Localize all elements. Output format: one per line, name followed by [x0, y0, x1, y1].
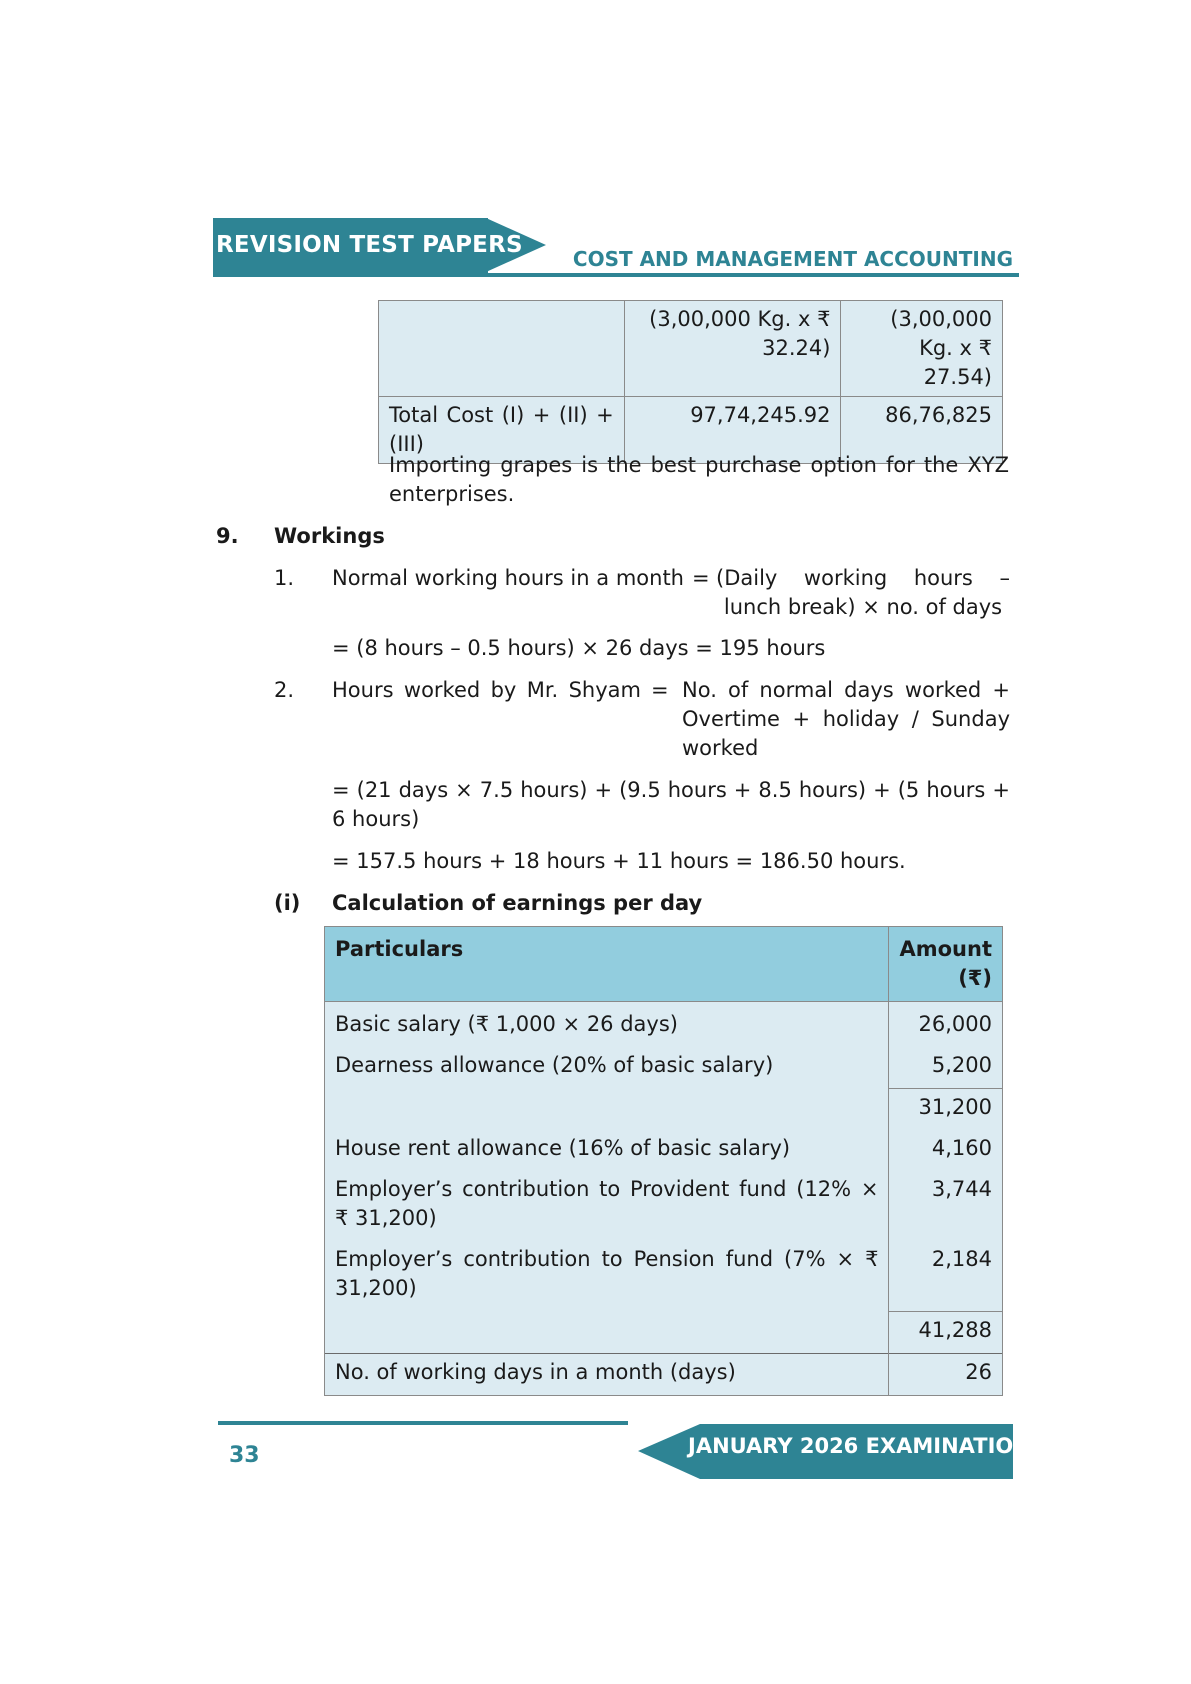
row-amount: 2,184 — [889, 1241, 1003, 1311]
working-2-calc1: = (21 days × 7.5 hours) + (9.5 hours + 8.5 hours) + (5 hours + 6 hours) — [332, 778, 1010, 831]
column-header-particulars: Particulars — [325, 927, 889, 1002]
question-number: 9. — [216, 524, 239, 548]
table-row — [325, 1241, 1003, 1311]
working-2-equals: = — [651, 678, 669, 702]
table-cell-option1: (3,00,000 Kg. x ₹ 32.24) — [624, 301, 841, 397]
row-amount: 3,744 — [889, 1171, 1003, 1241]
footer-exam-title: JANUARY 2026 EXAMINATION — [688, 1434, 1031, 1458]
row-amount: 4,160 — [889, 1130, 1003, 1171]
table-cell-option2: (3,00,000 Kg. x ₹ 27.54) — [841, 301, 1003, 397]
table-row — [379, 301, 1003, 397]
working-2-number: 2. — [274, 678, 295, 702]
table-cell-label — [379, 301, 625, 397]
working-2-rhs: No. of normal days worked + Overtime + holiday / Sunday worked — [682, 678, 1010, 760]
working-2-lhs — [332, 676, 641, 705]
table-row — [325, 1311, 1003, 1353]
working-1-equals: = — [692, 566, 710, 590]
part-title: Calculation of earnings per day — [332, 891, 703, 915]
row-amount: 26 — [889, 1353, 1003, 1395]
working-1-calc: = (8 hours – 0.5 hours) × 26 days = 195 hours — [332, 636, 826, 660]
table-row — [325, 1171, 1003, 1241]
working-1-lhs — [332, 564, 684, 593]
table-row — [325, 1047, 1003, 1089]
working-2-lhs-text: Hours worked by Mr. Shyam — [332, 678, 641, 702]
working-1-number: 1. — [274, 566, 295, 590]
table-row — [325, 1002, 1003, 1048]
part-number: (i) — [274, 891, 301, 915]
row-total: 41,288 — [889, 1311, 1003, 1353]
row-label: Basic salary (₹ 1,000 × 26 days) — [325, 1002, 889, 1048]
row-label — [325, 1311, 889, 1353]
table-cell-option1: 97,74,245.92 — [624, 397, 841, 464]
section-title: Workings — [274, 524, 385, 548]
footer-rule — [218, 1421, 628, 1425]
header-rule — [213, 273, 1019, 277]
row-label: Employer’s contribution to Provident fund (12% × ₹ 31,200) — [325, 1171, 889, 1241]
page-number: 33 — [229, 1443, 260, 1468]
working-1-lhs-text: Normal working hours in a month — [332, 566, 684, 590]
table-header-row — [325, 927, 1003, 1002]
column-header-amount: Amount (₹) — [889, 927, 1003, 1002]
header-left-title: REVISION TEST PAPERS — [216, 232, 523, 258]
row-label: No. of working days in a month (days) — [325, 1353, 889, 1395]
working-1-rhs: (Daily working hours – lunch break) × no. of days — [716, 566, 1010, 619]
row-amount: 5,200 — [889, 1047, 1003, 1089]
row-label: Employer’s contribution to Pension fund (7% × ₹ 31,200) — [325, 1241, 889, 1311]
table-cell-label: Total Cost (I) + (II) + (III) — [379, 397, 625, 464]
row-label: House rent allowance (16% of basic salary) — [325, 1130, 889, 1171]
table-row — [325, 1089, 1003, 1131]
row-label — [325, 1089, 889, 1131]
header-right-title: COST AND MANAGEMENT ACCOUNTING — [572, 247, 1013, 271]
cost-comparison-table — [378, 300, 1003, 464]
row-label: Dearness allowance (20% of basic salary) — [325, 1047, 889, 1089]
row-amount: 26,000 — [889, 1002, 1003, 1048]
row-subtotal: 31,200 — [889, 1089, 1003, 1131]
table-row — [325, 1353, 1003, 1395]
working-2-calc2: = 157.5 hours + 18 hours + 11 hours = 186.50 hours. — [332, 849, 906, 873]
conclusion-text: Importing grapes is the best purchase option for the XYZ enterprises. — [389, 453, 1009, 506]
earnings-table — [324, 926, 1003, 1396]
table-cell-option2: 86,76,825 — [841, 397, 1003, 464]
table-row — [325, 1130, 1003, 1171]
